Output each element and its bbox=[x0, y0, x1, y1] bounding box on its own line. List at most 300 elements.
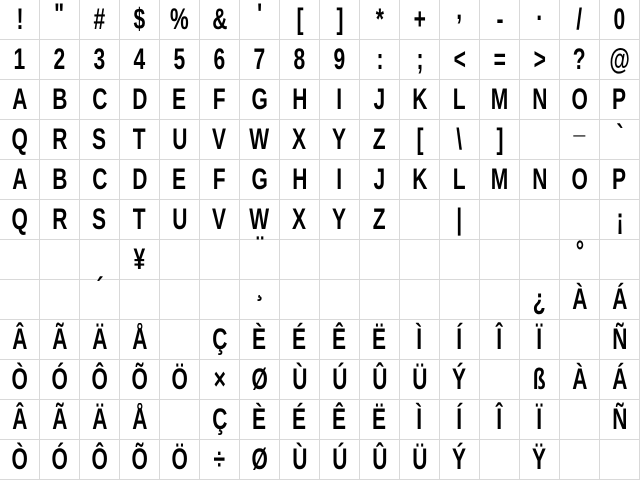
glyph-cell[interactable] bbox=[600, 80, 640, 120]
glyph-cell[interactable] bbox=[440, 0, 480, 40]
glyph-cell[interactable] bbox=[40, 80, 80, 120]
glyph-cell[interactable] bbox=[280, 80, 320, 120]
glyph-cell[interactable] bbox=[40, 0, 80, 40]
glyph-cell[interactable] bbox=[40, 280, 80, 320]
glyph-cell[interactable] bbox=[80, 0, 120, 40]
glyph-cell[interactable] bbox=[520, 80, 560, 120]
glyph-cell[interactable] bbox=[120, 200, 160, 240]
glyph-cell[interactable] bbox=[560, 235, 600, 280]
glyph-cell[interactable] bbox=[120, 40, 160, 80]
glyph: V bbox=[212, 123, 227, 156]
glyph-cell[interactable] bbox=[520, 240, 560, 280]
glyph-cell[interactable] bbox=[80, 320, 120, 360]
glyph-cell[interactable] bbox=[360, 40, 400, 80]
glyph: 1 bbox=[13, 43, 26, 76]
glyph-cell[interactable] bbox=[0, 280, 40, 320]
glyph: S bbox=[92, 123, 107, 156]
glyph-cell[interactable] bbox=[160, 160, 200, 200]
glyph-cell[interactable] bbox=[400, 240, 440, 280]
glyph-cell[interactable] bbox=[600, 440, 640, 480]
glyph-cell[interactable] bbox=[600, 400, 640, 440]
glyph: 7 bbox=[253, 43, 266, 76]
glyph: N bbox=[531, 83, 548, 116]
glyph-cell[interactable] bbox=[520, 40, 560, 80]
glyph-cell[interactable] bbox=[440, 360, 480, 400]
glyph: Ñ bbox=[611, 323, 628, 356]
glyph-cell[interactable] bbox=[360, 400, 400, 440]
glyph: Ì bbox=[416, 323, 423, 356]
glyph-cell[interactable] bbox=[200, 200, 240, 240]
glyph-cell[interactable] bbox=[80, 440, 120, 480]
glyph-cell[interactable] bbox=[400, 40, 440, 80]
glyph-cell[interactable] bbox=[560, 360, 600, 400]
glyph: ¥ bbox=[133, 243, 146, 276]
glyph: 2 bbox=[53, 43, 66, 76]
glyph-cell[interactable] bbox=[520, 280, 560, 320]
glyph: R bbox=[51, 203, 68, 236]
glyph-cell[interactable] bbox=[600, 280, 640, 320]
glyph-cell[interactable] bbox=[0, 160, 40, 200]
glyph-cell[interactable] bbox=[400, 440, 440, 480]
glyph-cell[interactable] bbox=[480, 440, 520, 480]
glyph: Ï bbox=[536, 323, 543, 356]
glyph-cell[interactable] bbox=[480, 80, 520, 120]
glyph: ] bbox=[336, 3, 343, 36]
glyph: > bbox=[533, 43, 546, 76]
glyph-cell[interactable] bbox=[240, 40, 280, 80]
glyph-cell[interactable] bbox=[160, 240, 200, 280]
glyph: G bbox=[251, 163, 268, 196]
glyph: Ü bbox=[411, 443, 428, 476]
glyph: Ò bbox=[11, 443, 28, 476]
glyph: Ô bbox=[91, 363, 108, 396]
glyph: H bbox=[291, 83, 308, 116]
glyph-cell[interactable] bbox=[320, 160, 360, 200]
glyph-cell[interactable] bbox=[400, 280, 440, 320]
glyph-cell[interactable] bbox=[200, 40, 240, 80]
glyph: N bbox=[531, 163, 548, 196]
glyph-cell[interactable] bbox=[160, 0, 200, 40]
glyph: C bbox=[91, 163, 108, 196]
glyph-cell[interactable] bbox=[520, 160, 560, 200]
glyph-cell[interactable] bbox=[240, 269, 280, 320]
glyph-cell[interactable] bbox=[120, 360, 160, 400]
glyph-cell[interactable] bbox=[560, 40, 600, 80]
glyph: Õ bbox=[131, 363, 148, 396]
glyph: É bbox=[292, 323, 307, 356]
glyph-cell[interactable] bbox=[120, 320, 160, 360]
glyph-cell[interactable] bbox=[200, 400, 240, 440]
glyph-cell[interactable] bbox=[600, 160, 640, 200]
glyph-cell[interactable] bbox=[400, 360, 440, 400]
glyph-cell[interactable] bbox=[480, 120, 520, 160]
glyph-cell[interactable] bbox=[480, 360, 520, 400]
glyph-cell[interactable] bbox=[80, 160, 120, 200]
glyph: À bbox=[571, 363, 588, 396]
glyph-cell[interactable] bbox=[400, 400, 440, 440]
glyph-cell[interactable] bbox=[320, 280, 360, 320]
glyph: Q bbox=[11, 203, 28, 236]
glyph-cell[interactable] bbox=[320, 360, 360, 400]
glyph-cell[interactable] bbox=[480, 400, 520, 440]
glyph: Ë bbox=[372, 323, 387, 356]
glyph-cell[interactable] bbox=[280, 320, 320, 360]
glyph: ¿ bbox=[533, 283, 546, 316]
glyph-cell[interactable] bbox=[200, 80, 240, 120]
glyph-cell[interactable] bbox=[0, 120, 40, 160]
glyph-cell[interactable] bbox=[0, 200, 40, 240]
glyph: . bbox=[536, 0, 543, 27]
glyph-cell[interactable] bbox=[520, 0, 560, 40]
glyph: 4 bbox=[133, 43, 146, 76]
glyph-cell[interactable] bbox=[400, 120, 440, 160]
glyph-cell[interactable] bbox=[120, 160, 160, 200]
glyph: È bbox=[252, 403, 267, 436]
glyph: Ý bbox=[452, 443, 467, 476]
glyph-cell[interactable] bbox=[0, 240, 40, 280]
glyph-cell[interactable] bbox=[400, 80, 440, 120]
glyph: , bbox=[456, 0, 463, 26]
glyph-cell[interactable] bbox=[440, 120, 480, 160]
glyph-cell[interactable] bbox=[80, 40, 120, 80]
glyph-cell[interactable] bbox=[360, 0, 400, 40]
glyph: A bbox=[11, 83, 28, 116]
glyph-cell[interactable] bbox=[520, 200, 560, 240]
glyph-cell[interactable] bbox=[200, 160, 240, 200]
glyph-cell[interactable] bbox=[280, 240, 320, 280]
glyph-cell[interactable] bbox=[400, 160, 440, 200]
glyph-cell[interactable] bbox=[360, 160, 400, 200]
glyph-cell[interactable] bbox=[160, 400, 200, 440]
glyph-cell[interactable] bbox=[280, 400, 320, 440]
glyph-cell[interactable] bbox=[320, 40, 360, 80]
glyph-cell[interactable] bbox=[80, 272, 120, 320]
glyph: X bbox=[292, 123, 307, 156]
glyph-cell[interactable] bbox=[560, 160, 600, 200]
glyph: Ó bbox=[51, 443, 68, 476]
glyph-cell[interactable] bbox=[360, 120, 400, 160]
glyph-cell[interactable] bbox=[280, 280, 320, 320]
glyph: & bbox=[211, 3, 228, 36]
glyph: Ì bbox=[416, 403, 423, 436]
glyph-cell[interactable] bbox=[40, 40, 80, 80]
glyph-cell[interactable] bbox=[440, 400, 480, 440]
glyph-cell[interactable] bbox=[200, 120, 240, 160]
glyph-cell[interactable] bbox=[520, 120, 560, 160]
glyph-cell[interactable] bbox=[440, 280, 480, 320]
glyph-cell[interactable] bbox=[520, 400, 560, 440]
glyph-cell[interactable] bbox=[40, 240, 80, 280]
glyph: K bbox=[411, 163, 428, 196]
glyph-cell[interactable] bbox=[120, 80, 160, 120]
glyph-cell[interactable] bbox=[40, 360, 80, 400]
glyph-cell[interactable] bbox=[280, 0, 320, 40]
glyph: J bbox=[373, 163, 386, 196]
glyph: 6 bbox=[213, 43, 226, 76]
glyph-cell[interactable] bbox=[240, 440, 280, 480]
glyph: É bbox=[292, 403, 307, 436]
glyph-cell[interactable] bbox=[0, 440, 40, 480]
glyph-cell[interactable] bbox=[480, 320, 520, 360]
glyph-cell[interactable] bbox=[480, 40, 520, 80]
glyph: 9 bbox=[333, 43, 346, 76]
glyph: B bbox=[51, 163, 68, 196]
glyph-cell[interactable] bbox=[280, 120, 320, 160]
glyph: 5 bbox=[173, 43, 186, 76]
glyph-cell[interactable] bbox=[400, 0, 440, 40]
glyph-cell[interactable] bbox=[160, 80, 200, 120]
glyph: T bbox=[133, 203, 146, 236]
glyph: Ô bbox=[91, 443, 108, 476]
glyph: M bbox=[490, 83, 509, 116]
glyph-cell[interactable] bbox=[560, 400, 600, 440]
glyph-cell[interactable] bbox=[480, 240, 520, 280]
glyph-cell[interactable] bbox=[0, 320, 40, 360]
glyph-cell[interactable] bbox=[440, 440, 480, 480]
glyph: = bbox=[493, 43, 506, 76]
glyph-cell[interactable] bbox=[480, 200, 520, 240]
glyph: Î bbox=[496, 403, 503, 436]
glyph: 3 bbox=[93, 43, 106, 76]
glyph-cell[interactable] bbox=[400, 200, 440, 240]
glyph-cell[interactable] bbox=[600, 0, 640, 40]
glyph-cell[interactable] bbox=[480, 280, 520, 320]
glyph: Û bbox=[371, 443, 388, 476]
glyph-cell[interactable] bbox=[360, 320, 400, 360]
glyph: 0 bbox=[613, 3, 626, 36]
glyph-cell[interactable] bbox=[80, 120, 120, 160]
glyph-cell[interactable] bbox=[200, 320, 240, 360]
glyph-cell[interactable] bbox=[360, 200, 400, 240]
glyph: % bbox=[170, 3, 189, 36]
glyph-cell[interactable] bbox=[360, 280, 400, 320]
glyph-cell[interactable] bbox=[120, 280, 160, 320]
glyph: D bbox=[131, 83, 148, 116]
glyph: Ò bbox=[11, 363, 28, 396]
glyph: Í bbox=[456, 323, 463, 356]
glyph-cell[interactable] bbox=[600, 40, 640, 80]
glyph-cell[interactable] bbox=[320, 120, 360, 160]
glyph-cell[interactable] bbox=[40, 400, 80, 440]
glyph-cell[interactable] bbox=[120, 400, 160, 440]
glyph-cell[interactable] bbox=[160, 440, 200, 480]
glyph: Ú bbox=[331, 443, 348, 476]
glyph: Ü bbox=[411, 363, 428, 396]
glyph-cell[interactable] bbox=[120, 120, 160, 160]
glyph: Ø bbox=[251, 363, 268, 396]
glyph-cell[interactable] bbox=[160, 360, 200, 400]
glyph-cell[interactable] bbox=[560, 0, 600, 40]
glyph-cell[interactable] bbox=[280, 440, 320, 480]
glyph-cell[interactable] bbox=[600, 360, 640, 400]
glyph: U bbox=[171, 123, 188, 156]
glyph: ¸ bbox=[256, 269, 263, 302]
glyph-cell[interactable] bbox=[520, 320, 560, 360]
glyph: Ï bbox=[536, 403, 543, 436]
glyph-cell[interactable] bbox=[0, 40, 40, 80]
glyph: ` bbox=[616, 119, 623, 152]
glyph-cell[interactable] bbox=[280, 360, 320, 400]
glyph-cell[interactable] bbox=[80, 200, 120, 240]
glyph: ¡ bbox=[616, 203, 623, 236]
glyph-cell[interactable] bbox=[480, 0, 520, 40]
glyph: Ê bbox=[332, 403, 347, 436]
glyph-cell[interactable] bbox=[40, 120, 80, 160]
glyph-cell[interactable] bbox=[320, 440, 360, 480]
glyph: B bbox=[51, 83, 68, 116]
glyph-cell[interactable] bbox=[40, 440, 80, 480]
glyph: Â bbox=[11, 323, 28, 356]
glyph-cell[interactable] bbox=[40, 200, 80, 240]
glyph: O bbox=[571, 163, 588, 196]
glyph: + bbox=[413, 3, 426, 36]
glyph-cell[interactable] bbox=[560, 280, 600, 320]
glyph-cell[interactable] bbox=[360, 440, 400, 480]
glyph-cell[interactable] bbox=[560, 320, 600, 360]
glyph: Ù bbox=[291, 443, 308, 476]
glyph-cell[interactable] bbox=[120, 240, 160, 280]
glyph-cell[interactable] bbox=[360, 80, 400, 120]
glyph: ° bbox=[575, 235, 584, 268]
glyph: W bbox=[249, 203, 270, 236]
glyph-cell[interactable] bbox=[440, 320, 480, 360]
glyph: P bbox=[612, 163, 627, 196]
glyph: ] bbox=[496, 123, 503, 156]
glyph-cell[interactable] bbox=[520, 360, 560, 400]
glyph-cell[interactable] bbox=[160, 320, 200, 360]
glyph: Â bbox=[11, 403, 28, 436]
glyph: ? bbox=[573, 43, 586, 76]
glyph: Ú bbox=[331, 363, 348, 396]
glyph-cell[interactable] bbox=[600, 320, 640, 360]
glyph: ' bbox=[256, 0, 262, 31]
glyph-cell[interactable] bbox=[440, 240, 480, 280]
glyph: H bbox=[291, 163, 308, 196]
glyph: Ñ bbox=[611, 403, 628, 436]
glyph-cell[interactable] bbox=[200, 0, 240, 40]
glyph-cell[interactable] bbox=[240, 0, 280, 40]
glyph-cell[interactable] bbox=[240, 160, 280, 200]
glyph-cell[interactable] bbox=[360, 240, 400, 280]
glyph-cell[interactable] bbox=[240, 320, 280, 360]
glyph: M bbox=[490, 163, 509, 196]
glyph-cell[interactable] bbox=[320, 400, 360, 440]
glyph: _ bbox=[573, 107, 586, 140]
glyph-cell[interactable] bbox=[320, 0, 360, 40]
glyph-cell[interactable] bbox=[560, 107, 600, 160]
glyph: Á bbox=[611, 283, 628, 316]
glyph-cell[interactable] bbox=[440, 80, 480, 120]
glyph: S bbox=[92, 203, 107, 236]
glyph-cell[interactable] bbox=[160, 120, 200, 160]
glyph-cell[interactable] bbox=[120, 440, 160, 480]
glyph: : bbox=[376, 43, 383, 76]
glyph-cell[interactable] bbox=[0, 400, 40, 440]
glyph: Ã bbox=[51, 323, 68, 356]
glyph-cell[interactable] bbox=[480, 160, 520, 200]
glyph: V bbox=[212, 203, 227, 236]
glyph-cell[interactable] bbox=[0, 80, 40, 120]
glyph: Í bbox=[456, 403, 463, 436]
glyph: 8 bbox=[293, 43, 306, 76]
glyph-cell[interactable] bbox=[280, 200, 320, 240]
glyph-cell[interactable] bbox=[520, 440, 560, 480]
glyph: × bbox=[213, 363, 226, 396]
glyph-cell[interactable] bbox=[120, 0, 160, 40]
glyph: Ó bbox=[51, 363, 68, 396]
glyph-cell[interactable] bbox=[320, 240, 360, 280]
glyph-cell[interactable] bbox=[240, 120, 280, 160]
glyph-cell[interactable] bbox=[160, 280, 200, 320]
glyph: E bbox=[172, 83, 187, 116]
glyph: G bbox=[251, 83, 268, 116]
glyph: T bbox=[133, 123, 146, 156]
glyph: R bbox=[51, 123, 68, 156]
glyph: X bbox=[292, 203, 307, 236]
glyph: È bbox=[252, 323, 267, 356]
glyph-cell[interactable] bbox=[320, 200, 360, 240]
glyph-cell[interactable] bbox=[0, 360, 40, 400]
glyph: ß bbox=[533, 363, 546, 396]
glyph: Ä bbox=[91, 403, 108, 436]
glyph-cell[interactable] bbox=[240, 400, 280, 440]
glyph-cell[interactable] bbox=[440, 160, 480, 200]
glyph: Z bbox=[373, 203, 386, 236]
glyph-cell[interactable] bbox=[40, 320, 80, 360]
glyph: Ø bbox=[251, 443, 268, 476]
glyph: Û bbox=[371, 363, 388, 396]
glyph-cell[interactable] bbox=[200, 240, 240, 280]
glyph: Ê bbox=[332, 323, 347, 356]
glyph-cell[interactable] bbox=[600, 200, 640, 240]
glyph-cell[interactable] bbox=[440, 200, 480, 240]
glyph-cell[interactable] bbox=[160, 40, 200, 80]
glyph-cell[interactable] bbox=[320, 320, 360, 360]
glyph: P bbox=[612, 83, 627, 116]
glyph-cell[interactable] bbox=[200, 360, 240, 400]
glyph-cell[interactable] bbox=[40, 160, 80, 200]
glyph: Ä bbox=[91, 323, 108, 356]
glyph-cell[interactable] bbox=[400, 320, 440, 360]
glyph-cell[interactable] bbox=[80, 360, 120, 400]
glyph: C bbox=[91, 83, 108, 116]
glyph: Ã bbox=[51, 403, 68, 436]
glyph-cell[interactable] bbox=[360, 360, 400, 400]
glyph: Ç bbox=[211, 323, 228, 356]
glyph-cell[interactable] bbox=[240, 360, 280, 400]
glyph-cell[interactable] bbox=[160, 200, 200, 240]
glyph-cell[interactable] bbox=[240, 80, 280, 120]
glyph: ÷ bbox=[213, 443, 226, 476]
glyph: D bbox=[131, 163, 148, 196]
glyph-cell[interactable] bbox=[200, 280, 240, 320]
glyph-cell[interactable] bbox=[280, 160, 320, 200]
glyph: $ bbox=[133, 3, 146, 36]
glyph-cell[interactable] bbox=[80, 80, 120, 120]
glyph-cell[interactable] bbox=[80, 400, 120, 440]
glyph-cell[interactable] bbox=[600, 120, 640, 160]
glyph-cell[interactable] bbox=[0, 0, 40, 40]
glyph-cell[interactable] bbox=[200, 440, 240, 480]
glyph: " bbox=[54, 0, 65, 31]
glyph-cell[interactable] bbox=[440, 40, 480, 80]
glyph-cell[interactable] bbox=[280, 40, 320, 80]
glyph: Ë bbox=[372, 403, 387, 436]
glyph-cell[interactable] bbox=[560, 440, 600, 480]
glyph: Ÿ bbox=[532, 443, 547, 476]
glyph-cell[interactable] bbox=[320, 80, 360, 120]
glyph-cell[interactable] bbox=[600, 240, 640, 280]
